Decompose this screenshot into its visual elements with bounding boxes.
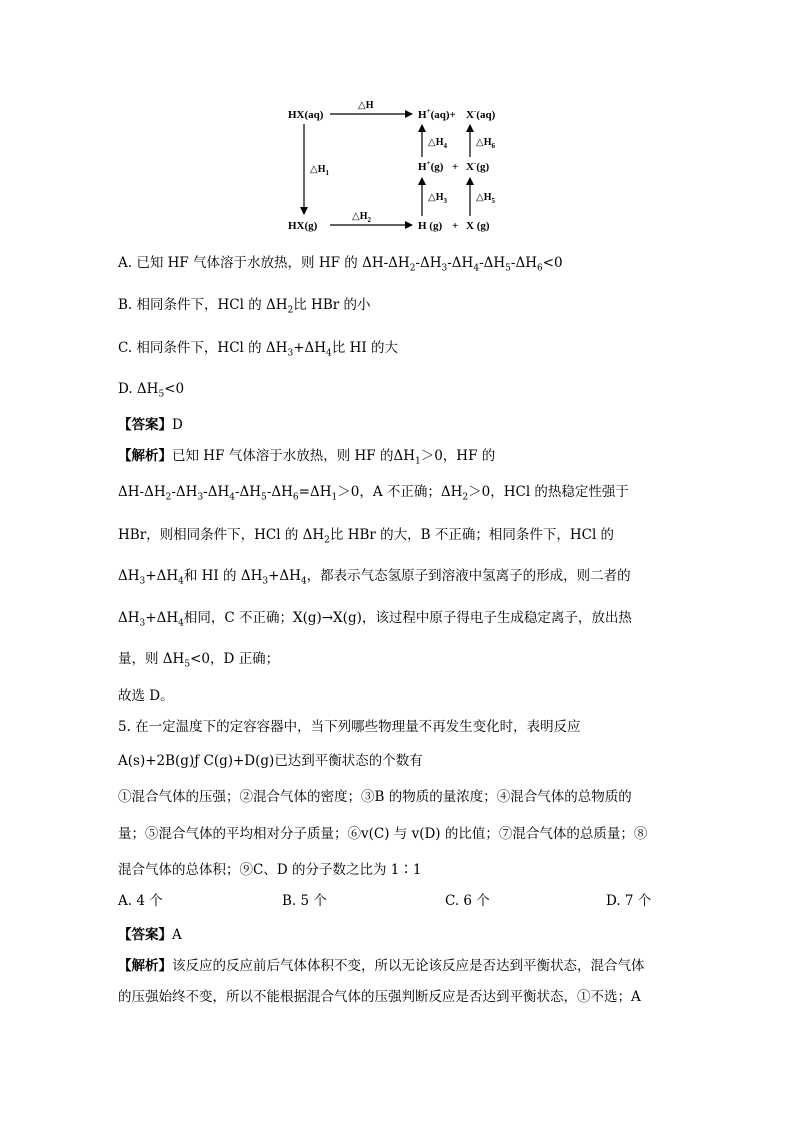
dh4-label: $\triangle H_4$ xyxy=(428,137,447,150)
q4-analysis-line-1: 【解析】已知 HF 气体溶于水放热，则 HF 的$\Delta H_1>0$，HF 的 xyxy=(118,448,496,467)
q4-analysis-line-4: $\Delta H_3+\Delta H_4$和 HI 的 $\Delta H_3+\Delta H_4$，都表示气态氢原子到溶液中氢离子的形成，则二者的 xyxy=(118,568,631,587)
hx-aq-label: HX(aq) xyxy=(288,109,324,121)
analysis-label: 【解析】 xyxy=(118,958,172,974)
dh6-label: $\triangle H_6$ xyxy=(476,137,495,150)
dh-label: △H xyxy=(358,100,374,111)
h-g-ion-label: H+(g) xyxy=(418,159,444,173)
hx-g-label: HX(g) xyxy=(288,220,318,232)
q5-option-c: C. 6 个 xyxy=(445,893,490,909)
analysis-label: 【解析】 xyxy=(118,448,172,464)
q4-option-d: D. $\Delta H_5<0$ xyxy=(118,381,185,400)
q5-items-line-1: ①混合气体的压强；②混合气体的密度；③B 的物质的量浓度；④混合气体的总物质的 xyxy=(118,789,632,805)
q5-stem-line-2: A(s)+2B(g)ƒ C(g)+D(g)已达到平衡状态的个数有 xyxy=(118,753,423,769)
q5-answer xyxy=(118,926,182,944)
x-atom-label: X (g) xyxy=(466,220,490,232)
q4-analysis-line-3: HBr，则相同条件下，HCl 的 $\Delta H_2$比 HBr 的大，B 不正确；相同条件下，HCl 的 xyxy=(118,527,615,546)
q4-conclusion: 故选 D。 xyxy=(118,688,174,704)
plus-2: + xyxy=(452,220,459,232)
dh5-label: $\triangle H_5$ xyxy=(476,192,495,205)
q4-analysis-line-6: 量，则 $\Delta H_5<0$，D 正确； xyxy=(118,651,280,670)
reaction-equation: A(s)+2B(g)ƒ C(g)+D(g) xyxy=(118,753,275,769)
dh1-label: $\triangle H_1$ xyxy=(310,164,329,177)
q5-option-b: B. 5 个 xyxy=(282,893,327,909)
thermo-cycle-diagram xyxy=(0,0,794,240)
q5-option-a: A. 4 个 xyxy=(118,893,163,909)
q5-items-line-3: 混合气体的总体积；⑨C、D 的分子数之比为 1∶1 xyxy=(118,862,422,878)
answer-value: D xyxy=(172,417,183,433)
q4-option-a: A. 已知 HF 气体溶于水放热，则 HF 的 $\Delta H-\Delta H_2-\Delta H_3-\Delta H_4-\Delta H_5-\Delta H_6<0$ xyxy=(118,255,563,274)
q5-items-line-2: 量；⑤混合气体的平均相对分子质量；⑥v(C) 与 v(D) 的比值；⑦混合气体的总质量；⑧ xyxy=(118,826,648,842)
q5-option-d: D. 7 个 xyxy=(606,893,652,909)
dh3-label: $\triangle H_3$ xyxy=(428,192,447,205)
h-atom-label: H (g) xyxy=(418,220,443,232)
q4-option-c: C. 相同条件下，HCl 的 $\Delta H_3+\Delta H_4$比 HI 的大 xyxy=(118,340,398,359)
q5-analysis-line-1: 【解析】该反应的反应前后气体体积不变，所以无论该反应是否达到平衡状态，混合气体 xyxy=(118,958,645,974)
q4-answer xyxy=(118,416,183,434)
x-aq-label: X-(aq) xyxy=(466,107,496,121)
answer-value: A xyxy=(172,927,182,943)
q4-analysis-line-2: $\Delta H-\Delta H_2-\Delta H_3-\Delta H_4-\Delta H_5-\Delta H_6=\Delta H_1>0$，A 不正确；$\Delta H_2>0$，HCl 的热稳定性强于 xyxy=(118,484,629,503)
q4-option-b: B. 相同条件下，HCl 的 $\Delta H_2$比 HBr 的小 xyxy=(118,297,371,316)
h-aq-label: H+(aq)+ xyxy=(418,107,456,121)
answer-label: 【答案】 xyxy=(118,927,172,943)
answer-label: 【答案】 xyxy=(118,417,172,433)
plus-1: + xyxy=(452,161,459,173)
q4-analysis-line-5: $\Delta H_3+\Delta H_4$相同，C 不正确；X(g)→X(g)，该过程中原子得电子生成稳定离子，放出热 xyxy=(118,610,632,629)
q5-stem-line-1: 5. 在一定温度下的定容容器中，当下列哪些物理量不再发生变化时，表明反应 xyxy=(118,719,581,735)
x-g-ion-label: X-(g) xyxy=(466,159,490,173)
dh2-label: $\triangle H_2$ xyxy=(352,211,371,224)
q5-analysis-line-2: 的压强始终不变，所以不能根据混合气体的压强判断反应是否达到平衡状态，①不选；A xyxy=(118,989,641,1005)
